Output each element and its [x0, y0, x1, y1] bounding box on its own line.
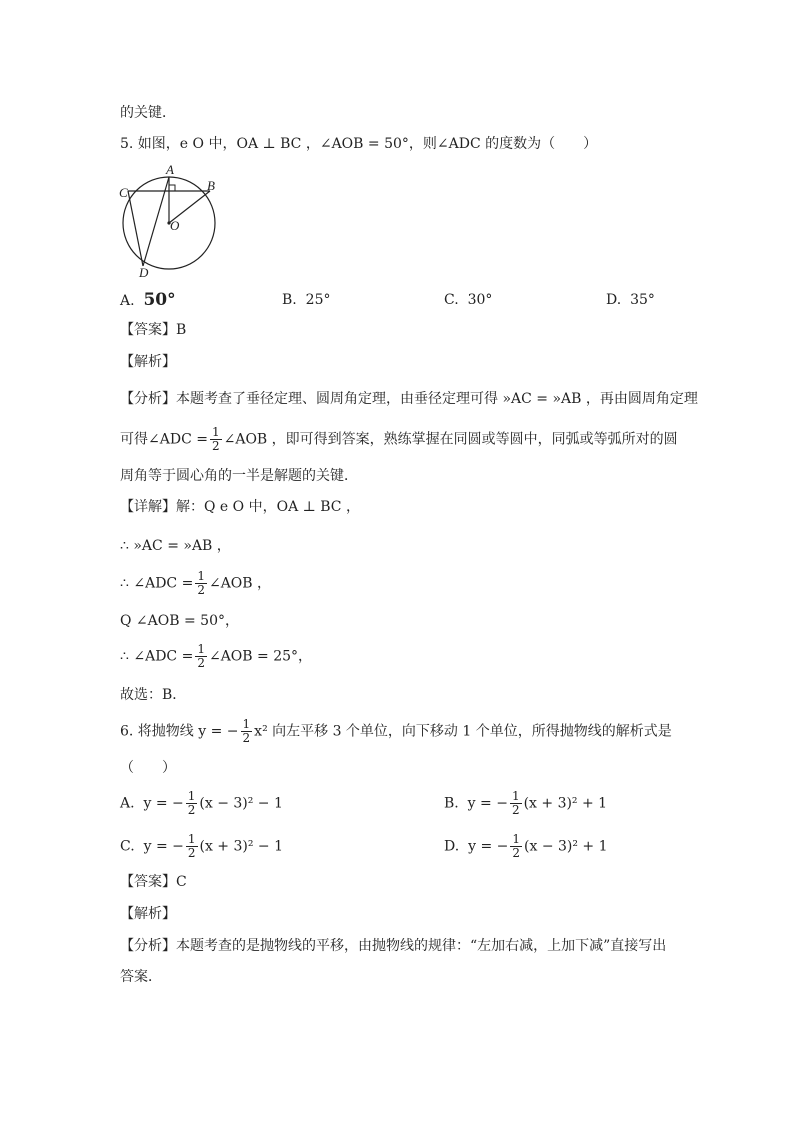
q5-option-b: B. 25°: [282, 292, 331, 308]
q6-option-c: C. y = − $\frac{1}{2}$ (x + 3)² − 1: [120, 832, 284, 860]
label-o: O: [170, 218, 180, 233]
q5-fenxi-line3: 周角等于圆心角的一半是解题的关键．: [120, 468, 358, 484]
q5-fenxi-line2: 可得∠ADC = $\frac{1}{2}$ ∠AOB ，即可得到答案，熟练掌握在同圆或等圆中，同弧或等弧所对的圆: [120, 425, 678, 453]
fraction-half: $\frac{1}{2}$: [197, 569, 205, 597]
q6-paren: （ ）: [120, 760, 176, 776]
label-c: C: [119, 185, 128, 200]
q5-detail-4: Q ∠AOB = 50°，: [120, 613, 239, 629]
q5-detail-1: 【详解】解：Q e O 中，OA ⊥ BC ，: [120, 499, 360, 515]
q6-answer: 【答案】C: [120, 874, 187, 890]
q6-fenxi-line1: 【分析】本题考查的是抛物线的平移，由抛物线的规律：“左加右减，上加下减”直接写出: [120, 938, 667, 954]
q5-detail-5: ∴ ∠ADC = $\frac{1}{2}$ ∠AOB = 25°，: [120, 642, 313, 670]
q6-option-d: D. y = − $\frac{1}{2}$ (x − 3)² + 1: [444, 832, 608, 860]
q5-option-c: C. 30°: [444, 292, 493, 308]
fraction-half: $\frac{1}{2}$: [187, 832, 196, 860]
fraction-half: $\frac{1}{2}$: [211, 425, 220, 453]
q6-option-a: A. y = − $\frac{1}{2}$ (x − 3)² − 1: [120, 789, 283, 817]
q5-detail-3: ∴ ∠ADC = $\frac{1}{2}$ ∠AOB ，: [120, 569, 272, 597]
q5-fenxi-line1: 【分析】本题考查了垂径定理、圆周角定理，由垂径定理可得 »AC = »AB ，再由圆周角定理: [120, 391, 698, 407]
intro-tail: 的关键．: [120, 105, 176, 121]
q5-question: 5. 如图，e O 中，OA ⊥ BC ，∠AOB = 50°，则∠ADC 的度数为（ ）: [120, 136, 598, 152]
q5-option-d: D. 35°: [606, 292, 655, 308]
q6-question: 6. 将抛物线 y = − $\frac{1}{2}$ x² 向左平移 3 个单位，向下移动 1 个单位，所得抛物线的解析式是: [120, 717, 672, 745]
q6-option-b: B. y = − $\frac{1}{2}$ (x + 3)² + 1: [444, 789, 608, 817]
q6-jiexi: 【解析】: [120, 906, 176, 922]
fraction-half: $\frac{1}{2}$: [197, 642, 205, 670]
segment-ad: [143, 177, 169, 266]
fraction-half: $\frac{1}{2}$: [242, 717, 251, 745]
fraction-half: $\frac{1}{2}$: [187, 789, 196, 817]
q5-jiexi: 【解析】: [120, 354, 176, 370]
q5-choose: 故选：B．: [120, 687, 187, 703]
fraction-half: $\frac{1}{2}$: [511, 789, 520, 817]
q5-answer: 【答案】B: [120, 322, 187, 338]
right-angle-mark: [169, 185, 175, 191]
label-a: A: [166, 162, 174, 177]
label-d: D: [139, 265, 149, 280]
q5-option-a: A. 50°: [120, 290, 176, 310]
label-b: B: [207, 178, 215, 193]
q5-detail-2: ∴ »AC = »AB ，: [120, 538, 231, 554]
fraction-half: $\frac{1}{2}$: [512, 832, 521, 860]
q6-fenxi-line2: 答案．: [120, 969, 162, 985]
circle-figure: [112, 160, 222, 280]
